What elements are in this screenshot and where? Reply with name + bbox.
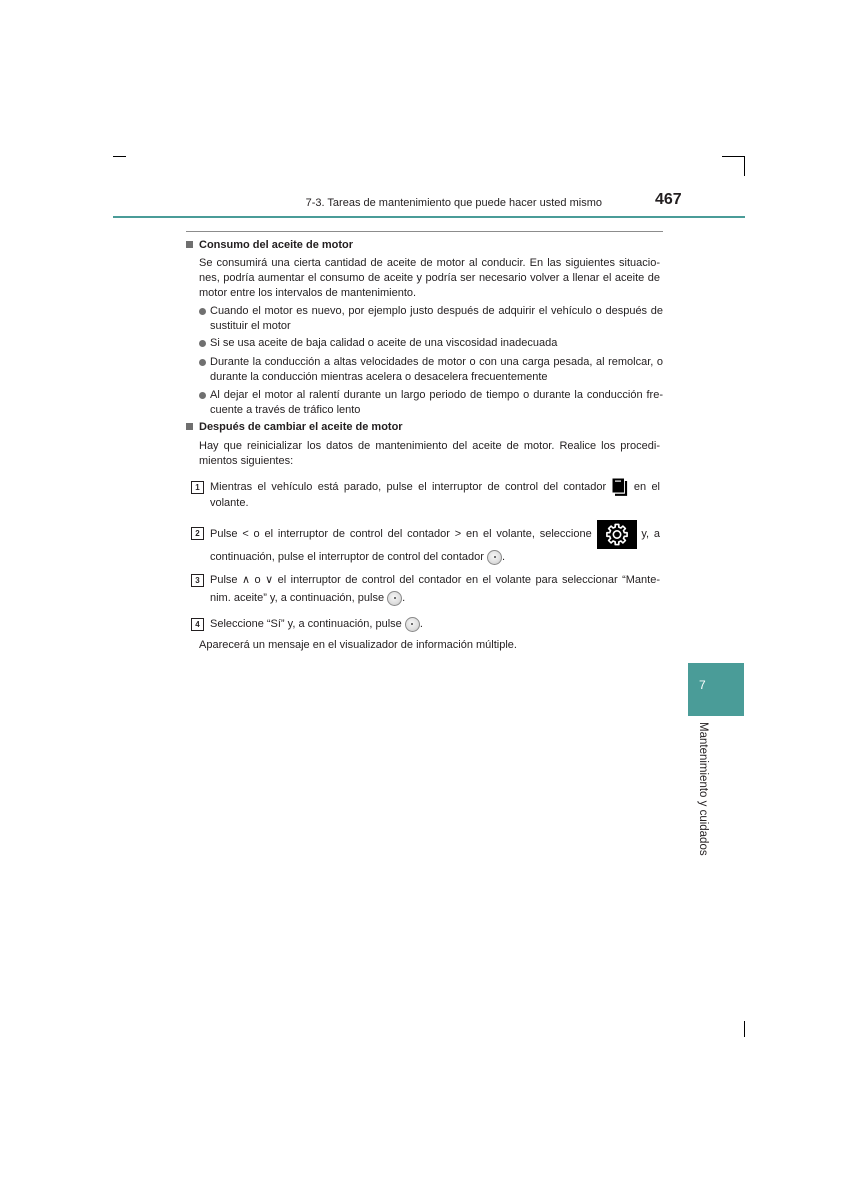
meter-display-icon: [612, 478, 629, 496]
chapter-tab: [688, 663, 744, 716]
step-line: [210, 519, 660, 549]
paragraph-line: Hay que reinicializar los datos de mantenimiento del aceite de motor. Realice los procedi-: [199, 440, 660, 452]
square-bullet-icon: [186, 423, 193, 430]
step-text-fragment: Mientras el vehículo está parado, pulse el interruptor de control del contador: [210, 481, 607, 493]
switch-center-dot: [494, 556, 496, 558]
chapter-tab-number: 7: [699, 678, 706, 692]
section-heading-oil-consumption: [186, 238, 353, 253]
step-text: [210, 478, 660, 511]
list-item: [199, 336, 663, 351]
list-item-text: [210, 304, 663, 334]
running-head-title: 7-3. Tareas de mantenimiento que puede hacer usted mismo: [305, 197, 602, 209]
crop-mark-top-left: [113, 156, 126, 157]
step-line: [210, 549, 660, 565]
step-text-fragment: continuación, pulse el interruptor de control del contador: [210, 551, 484, 563]
paragraph-line: Aparecerá un mensaje en el visualizador de información múltiple.: [199, 639, 517, 651]
list-item-line: Durante la conducción a altas velocidades de motor o con una carga pesada, al remolcar, o: [210, 356, 663, 368]
header-accent-rule: [113, 216, 745, 218]
procedure-step-4: [191, 615, 660, 633]
crop-mark-top-right-vertical: [744, 156, 745, 176]
paragraph-line: Se consumirá una cierta cantidad de aceite de motor al conducir. En las siguientes situacio-: [199, 257, 660, 269]
round-bullet-icon: [199, 308, 206, 315]
list-item-line: sustituir el motor: [210, 320, 291, 332]
step-text-fragment: Pulse < o el interruptor de control del contador > en el volante, seleccione: [210, 528, 592, 540]
crop-mark-bottom-right: [744, 1021, 745, 1037]
list-item-text: [210, 355, 663, 385]
procedure-result: [199, 638, 660, 653]
procedure-step-1: [191, 478, 660, 511]
list-item-line: Cuando el motor es nuevo, por ejemplo justo después de adquirir el vehículo o después de: [210, 305, 663, 317]
procedure-step-2: [191, 519, 660, 565]
list-item-text: [210, 336, 663, 351]
step-line: [210, 588, 660, 608]
section-heading-text: Después de cambiar el aceite de motor: [199, 421, 403, 433]
list-item-line: durante la conducción mientras acelera o desacelera frecuentemente: [210, 371, 548, 383]
section-heading-text: Consumo del aceite de motor: [199, 239, 354, 251]
step-text-fragment: .: [419, 618, 423, 630]
step-text: [210, 615, 660, 633]
step-line: [210, 615, 660, 633]
after-oil-change-intro: [199, 439, 660, 469]
step-text: [210, 519, 660, 565]
list-item-line: Al dejar el motor al ralentí durante un largo periodo de tiempo o durante la conducción fre-: [210, 389, 663, 401]
list-item-line: cuente a través de tráfico lento: [210, 404, 361, 416]
step-line: volante.: [210, 497, 249, 509]
step-text-fragment: .: [502, 551, 506, 563]
list-item: [199, 355, 663, 385]
step-text: [210, 572, 660, 608]
list-item: [199, 388, 663, 418]
step-number-box: 3: [191, 574, 204, 587]
step-text-fragment: Seleccione “Sí” y, a continuación, pulse: [210, 618, 402, 630]
step-text-fragment: en el: [633, 481, 661, 493]
paragraph-line: mientos siguientes:: [199, 455, 294, 467]
meter-control-switch-icon: [387, 591, 402, 606]
step-text-fragment: .: [402, 592, 406, 604]
round-bullet-icon: [199, 340, 206, 347]
section-heading-after-oil-change: [186, 420, 403, 435]
round-bullet-icon: [199, 392, 206, 399]
step-line: Pulse ∧ o ∨ el interruptor de control del contador en el volante para seleccionar “Mante-: [210, 574, 660, 586]
switch-center-dot: [394, 597, 396, 599]
paragraph-line: motor entre los intervalos de mantenimiento.: [199, 287, 417, 299]
procedure-step-3: [191, 572, 660, 608]
round-bullet-icon: [199, 359, 206, 366]
step-number-box: 4: [191, 618, 204, 631]
chapter-tab-title: Mantenimiento y cuidados: [697, 722, 709, 856]
list-item: [199, 304, 663, 334]
step-text-fragment: nim. aceite” y, a continuación, pulse: [210, 592, 385, 604]
step-line: [210, 478, 660, 496]
settings-gear-icon: [597, 520, 637, 549]
meter-control-switch-icon: [487, 550, 502, 565]
switch-center-dot: [411, 623, 413, 625]
step-number-box: 2: [191, 527, 204, 540]
page-number: 467: [655, 191, 682, 208]
list-item-line: Si se usa aceite de baja calidad o aceite de una viscosidad inadecuada: [210, 337, 558, 349]
step-number-box: 1: [191, 481, 204, 494]
square-bullet-icon: [186, 241, 193, 248]
step-text-fragment: y, a: [641, 528, 660, 540]
list-item-text: [210, 388, 663, 418]
crop-mark-top-right-horizontal: [722, 156, 745, 157]
meter-control-switch-icon: [405, 617, 420, 632]
oil-consumption-intro: [199, 256, 660, 301]
content-top-rule: [186, 231, 663, 232]
paragraph-line: nes, podría aumentar el consumo de aceite y podría ser necesario volver a llenar el aceite de: [199, 272, 660, 284]
